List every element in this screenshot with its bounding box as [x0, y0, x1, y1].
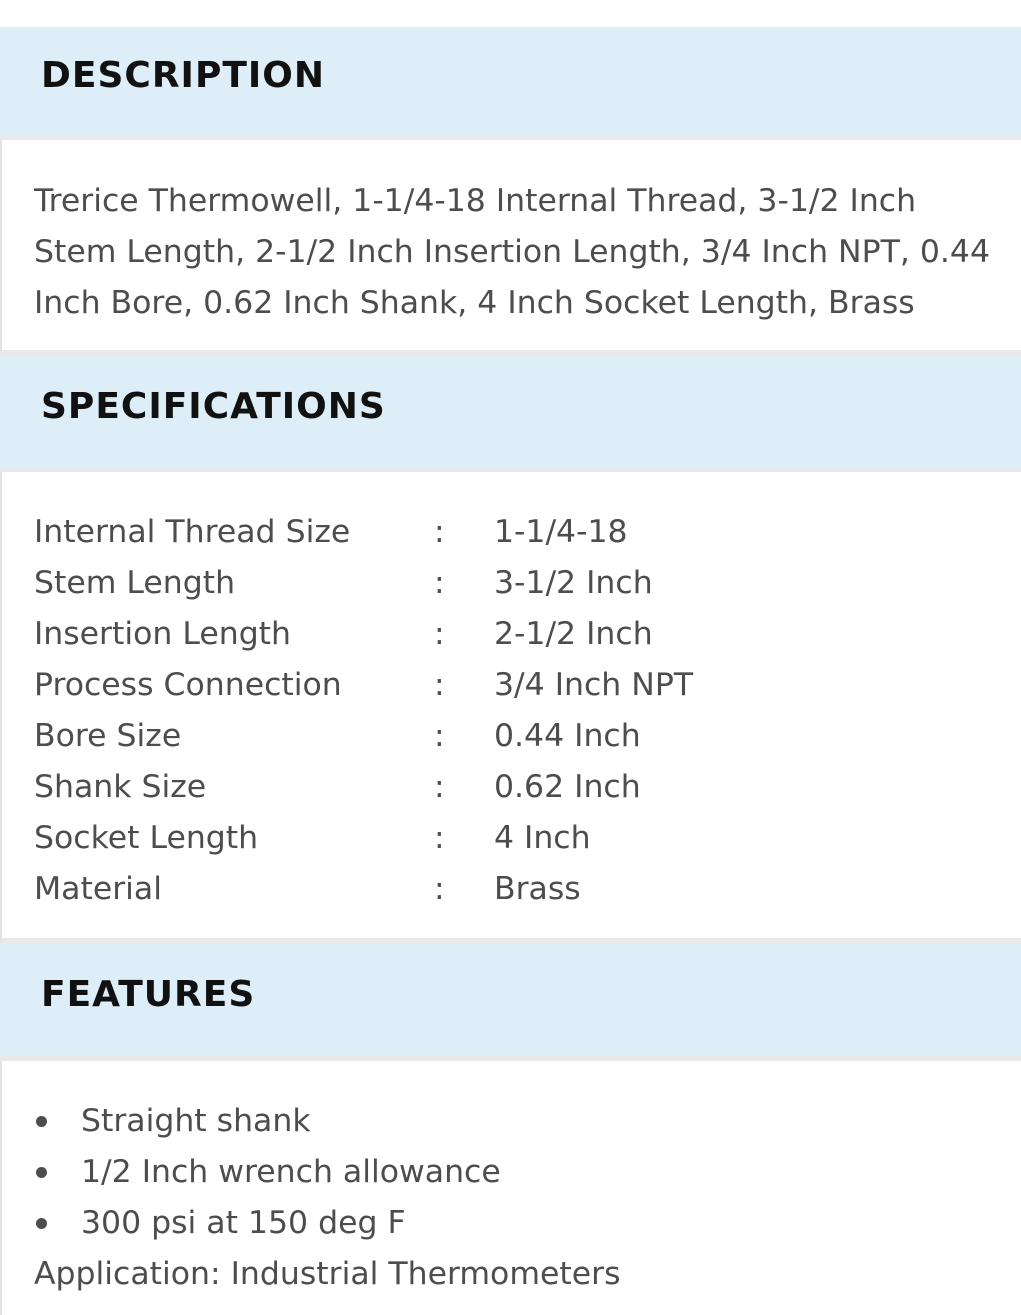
specifications-header [0, 355, 1021, 472]
description-text [34, 176, 1021, 329]
bullet-icon [36, 1116, 47, 1127]
list-item [34, 1147, 501, 1198]
features-header [0, 943, 1021, 1061]
spec-value: 0.44 Inch [494, 717, 641, 754]
description-line: Stem Length, 2-1/2 Inch Insertion Length, 3/4 Inch NPT, 0.44 [34, 234, 991, 270]
spec-value: Brass [494, 870, 581, 907]
spec-row [34, 761, 693, 812]
spec-label: Shank Size [34, 768, 207, 805]
features-body [0, 1061, 1021, 1315]
bullet-icon [36, 1218, 47, 1229]
specifications-table [34, 506, 693, 914]
spec-label: Internal Thread Size [34, 513, 351, 550]
spec-separator: : [434, 513, 445, 550]
spec-label: Stem Length [34, 564, 236, 601]
spec-separator: : [434, 615, 445, 652]
spec-value: 3/4 Inch NPT [494, 666, 694, 703]
application-value: Industrial Thermometers [220, 1256, 621, 1292]
spec-value: 2-1/2 Inch [494, 615, 653, 652]
feature-text: Straight shank [81, 1103, 311, 1139]
application-line [34, 1249, 620, 1300]
features-list [34, 1096, 501, 1249]
spec-row [34, 608, 693, 659]
spec-separator: : [434, 564, 445, 601]
feature-text: 300 psi at 150 deg F [81, 1205, 406, 1241]
specifications-heading: SPECIFICATIONS [41, 386, 386, 427]
description-body [0, 140, 1021, 355]
bullet-icon [36, 1167, 47, 1178]
spec-row [34, 659, 693, 710]
list-item [34, 1198, 501, 1249]
description-header [0, 27, 1021, 140]
spec-separator: : [434, 870, 445, 907]
spec-label: Insertion Length [34, 615, 291, 652]
spec-label: Socket Length [34, 819, 259, 856]
spec-separator: : [434, 768, 445, 805]
spec-value: 4 Inch [494, 819, 591, 856]
spec-separator: : [434, 717, 445, 754]
description-line: Trerice Thermowell, 1-1/4-18 Internal Thread, 3-1/2 Inch [34, 183, 917, 219]
application-label: Application: [34, 1256, 221, 1292]
spec-row [34, 710, 693, 761]
description-heading: DESCRIPTION [41, 55, 326, 96]
spec-value: 1-1/4-18 [494, 513, 628, 550]
features-heading: FEATURES [41, 974, 256, 1015]
spec-label: Material [34, 870, 162, 907]
spec-label: Process Connection [34, 666, 342, 703]
spec-separator: : [434, 666, 445, 703]
specifications-body [0, 472, 1021, 943]
spec-label: Bore Size [34, 717, 182, 754]
spec-row [34, 812, 693, 863]
spec-row [34, 863, 693, 914]
spec-row [34, 557, 693, 608]
description-line: Inch Bore, 0.62 Inch Shank, 4 Inch Socket Length, Brass [34, 285, 915, 321]
spec-value: 0.62 Inch [494, 768, 641, 805]
spec-value: 3-1/2 Inch [494, 564, 653, 601]
feature-text: 1/2 Inch wrench allowance [81, 1154, 501, 1190]
list-item [34, 1096, 501, 1147]
spec-separator: : [434, 819, 445, 856]
spec-row [34, 506, 693, 557]
